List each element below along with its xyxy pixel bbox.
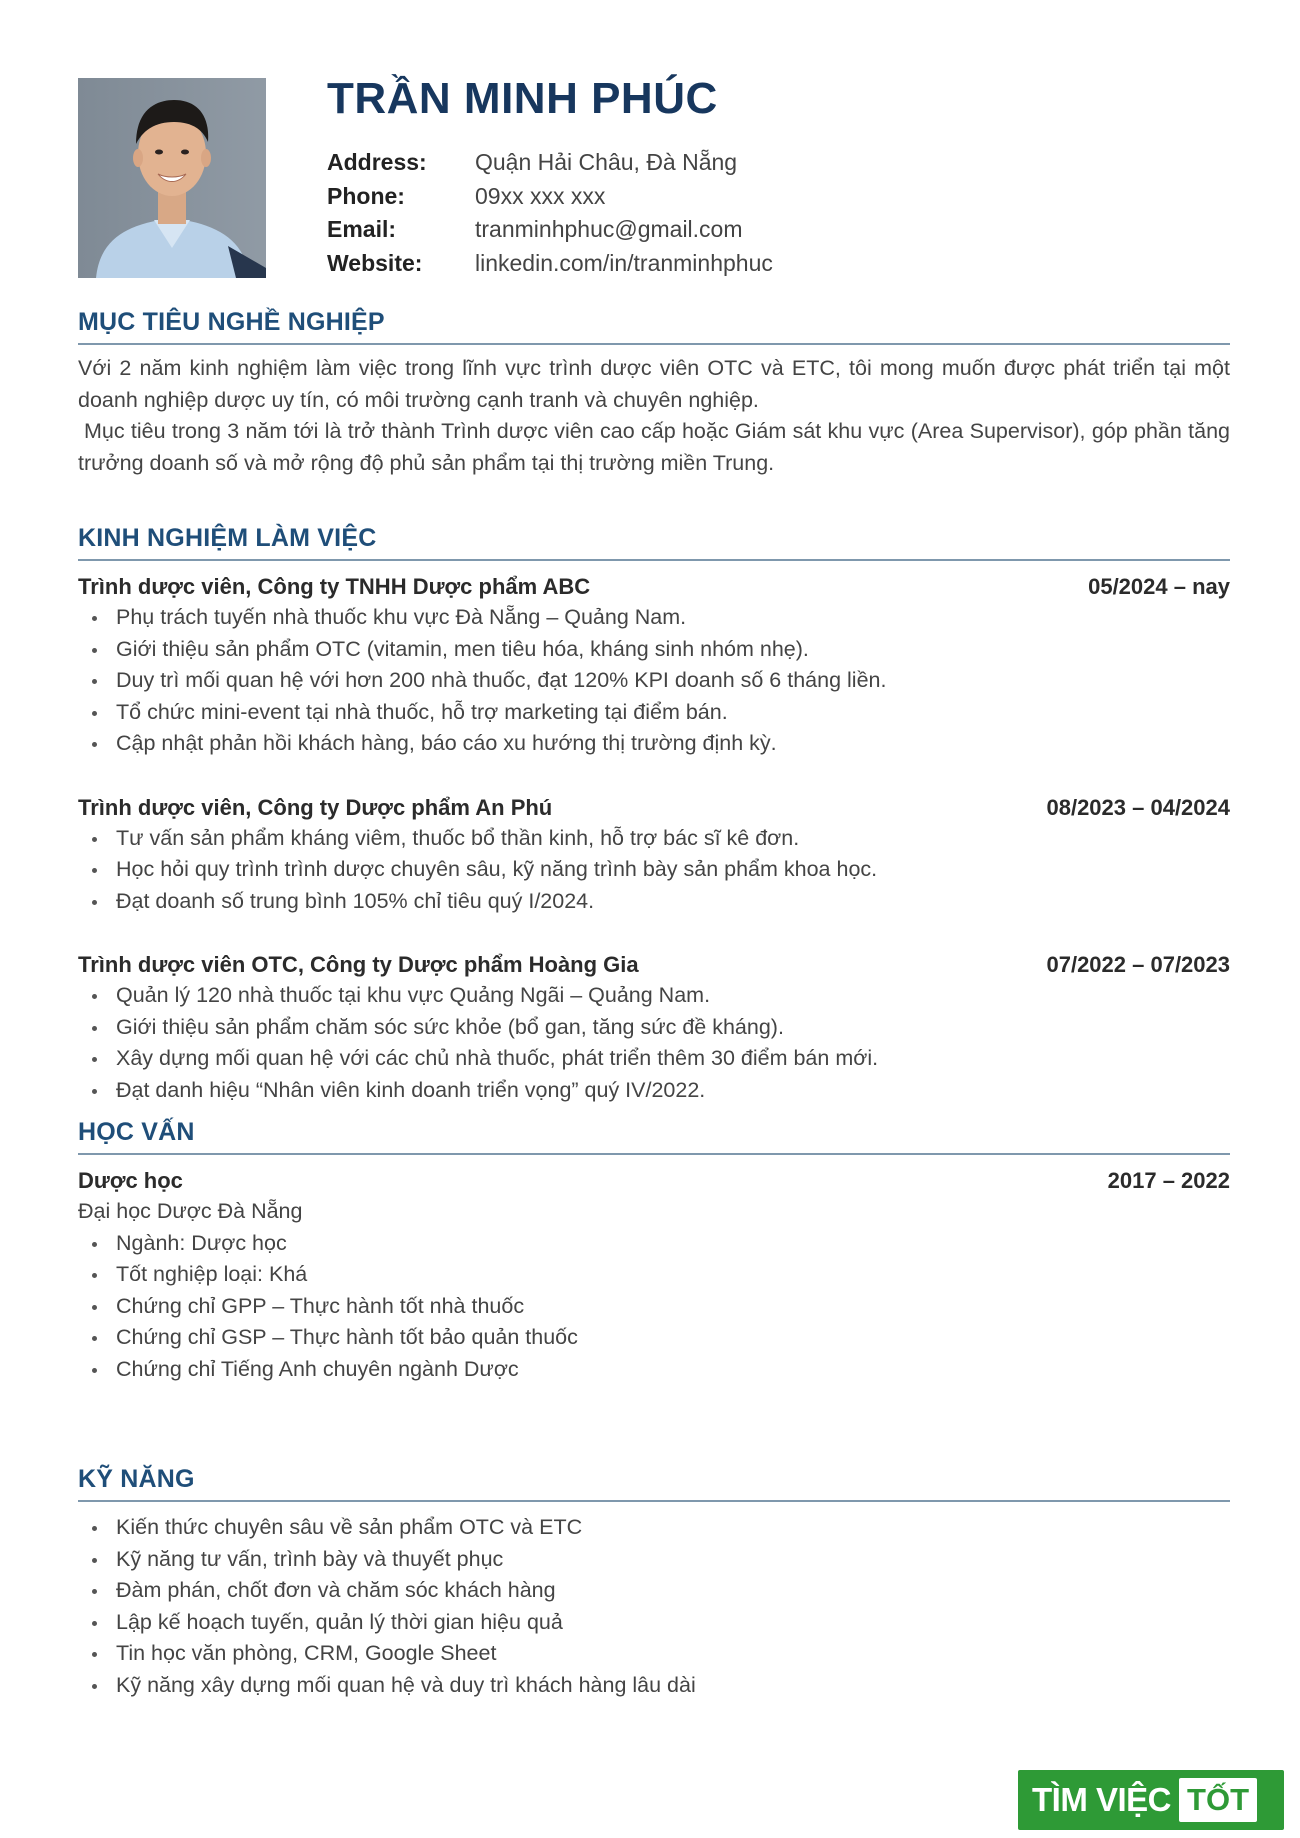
list-item: Ngành: Dược học xyxy=(90,1228,1230,1260)
section-title-objective: MỤC TIÊU NGHỀ NGHIỆP xyxy=(78,308,1230,345)
contact-phone xyxy=(327,180,773,214)
objective-paragraph-2: Mục tiêu trong 3 năm tới là trở thành Trình dược viên cao cấp hoặc Giám sát khu vực (Area Supervisor), góp phần tăng trưởng doanh số và mở rộng độ phủ sản phẩm tại thị trường miền Trung. xyxy=(78,419,1230,475)
list-item: Kỹ năng tư vấn, trình bày và thuyết phục xyxy=(90,1544,1230,1576)
job-bullets xyxy=(78,823,1230,918)
job-header xyxy=(78,792,1230,823)
contact-label: Email: xyxy=(327,216,397,242)
list-item: Chứng chỉ GSP – Thực hành tốt bảo quản thuốc xyxy=(90,1322,1230,1354)
section-title-skills: KỸ NĂNG xyxy=(78,1465,1230,1502)
degree-name: Dược học xyxy=(78,1168,183,1193)
list-item: Chứng chỉ Tiếng Anh chuyên ngành Dược xyxy=(90,1354,1230,1386)
contact-email xyxy=(327,213,773,247)
job-period: 08/2023 – 04/2024 xyxy=(1046,794,1230,820)
phone-value: 09xx xxx xxx xyxy=(475,182,606,209)
job-role: Trình dược viên, Công ty TNHH Dược phẩm ABC xyxy=(78,574,591,599)
list-item: Tốt nghiệp loại: Khá xyxy=(90,1259,1230,1291)
address-value: Quận Hải Châu, Đà Nẵng xyxy=(475,149,738,175)
education-header xyxy=(78,1165,1230,1196)
list-item: Đàm phán, chốt đơn và chăm sóc khách hàng xyxy=(90,1575,1230,1607)
logo-text-highlight: TỐT xyxy=(1179,1778,1257,1822)
job-role: Trình dược viên OTC, Công ty Dược phẩm Hoàng Gia xyxy=(78,952,639,977)
education-bullets xyxy=(78,1228,1230,1386)
objective-paragraph-1: Với 2 năm kinh nghiệm làm việc trong lĩnh vực trình dược viên OTC và ETC, tôi mong muốn được phát triển tại một doanh nghiệp dược uy tín, có môi trường cạnh tranh và chuyên nghiệp. xyxy=(78,356,1230,412)
contact-label: Address: xyxy=(327,149,427,175)
school-name: Đại học Dược Đà Nẵng xyxy=(78,1199,303,1223)
profile-photo xyxy=(78,78,266,278)
section-title-experience: KINH NGHIỆM LÀM VIỆC xyxy=(78,524,1230,561)
timviectot-logo xyxy=(1018,1770,1284,1830)
skills-section xyxy=(78,1465,1230,1701)
education-period: 2017 – 2022 xyxy=(1107,1168,1230,1193)
list-item: Học hỏi quy trình trình dược chuyên sâu, kỹ năng trình bày sản phẩm khoa học. xyxy=(90,854,1230,886)
email-value: tranminhphuc@gmail.com xyxy=(475,216,743,242)
job-entry xyxy=(78,792,1230,918)
list-item: Quản lý 120 nhà thuốc tại khu vực Quảng Ngãi – Quảng Nam. xyxy=(90,980,1230,1012)
list-item: Cập nhật phản hồi khách hàng, báo cáo xu hướng thị trường định kỳ. xyxy=(90,728,1230,760)
job-entry xyxy=(78,949,1230,1106)
website-value: linkedin.com/in/tranminhphuc xyxy=(475,249,773,276)
list-item: Tin học văn phòng, CRM, Google Sheet xyxy=(90,1638,1230,1670)
skills-bullets xyxy=(78,1512,1230,1701)
job-entry xyxy=(78,571,1230,760)
contact-info xyxy=(327,146,773,280)
contact-address xyxy=(327,146,773,180)
job-period: 07/2022 – 07/2023 xyxy=(1046,952,1230,977)
resume-header xyxy=(78,74,1230,296)
list-item: Chứng chỉ GPP – Thực hành tốt nhà thuốc xyxy=(90,1291,1230,1323)
list-item: Phụ trách tuyến nhà thuốc khu vực Đà Nẵng – Quảng Nam. xyxy=(90,602,1230,634)
job-period: 05/2024 – nay xyxy=(1088,574,1230,599)
contact-label: Phone: xyxy=(327,182,405,209)
logo-text-primary: TÌM VIỆC xyxy=(1032,1781,1172,1818)
person-portrait-icon xyxy=(78,78,266,278)
list-item: Kiến thức chuyên sâu về sản phẩm OTC và ETC xyxy=(90,1512,1230,1544)
list-item: Giới thiệu sản phẩm OTC (vitamin, men tiêu hóa, kháng sinh nhóm nhẹ). xyxy=(90,634,1230,666)
list-item: Duy trì mối quan hệ với hơn 200 nhà thuốc, đạt 120% KPI doanh số 6 tháng liền. xyxy=(90,665,1230,697)
list-item: Kỹ năng xây dựng mối quan hệ và duy trì khách hàng lâu dài xyxy=(90,1670,1230,1702)
job-role: Trình dược viên, Công ty Dược phẩm An Phú xyxy=(78,794,553,820)
experience-section xyxy=(78,524,1230,1106)
job-bullets xyxy=(78,980,1230,1106)
job-bullets xyxy=(78,602,1230,760)
resume-page xyxy=(78,74,1230,1701)
candidate-name: TRẦN MINH PHÚC xyxy=(327,74,718,123)
list-item: Tổ chức mini-event tại nhà thuốc, hỗ trợ marketing tại điểm bán. xyxy=(90,697,1230,729)
objective-section xyxy=(78,308,1230,479)
job-header xyxy=(78,571,1230,602)
contact-label: Website: xyxy=(327,249,423,276)
list-item: Đạt danh hiệu “Nhân viên kinh doanh triển vọng” quý IV/2022. xyxy=(90,1075,1230,1107)
job-header xyxy=(78,949,1230,980)
list-item: Lập kế hoạch tuyến, quản lý thời gian hiệu quả xyxy=(90,1607,1230,1639)
list-item: Xây dựng mối quan hệ với các chủ nhà thuốc, phát triển thêm 30 điểm bán mới. xyxy=(90,1043,1230,1075)
education-section xyxy=(78,1118,1230,1385)
list-item: Tư vấn sản phẩm kháng viêm, thuốc bổ thần kinh, hỗ trợ bác sĩ kê đơn. xyxy=(90,823,1230,855)
list-item: Đạt doanh số trung bình 105% chỉ tiêu quý I/2024. xyxy=(90,886,1230,918)
section-title-education: HỌC VẤN xyxy=(78,1118,1230,1155)
list-item: Giới thiệu sản phẩm chăm sóc sức khỏe (bổ gan, tăng sức đề kháng). xyxy=(90,1012,1230,1044)
contact-website xyxy=(327,247,773,281)
